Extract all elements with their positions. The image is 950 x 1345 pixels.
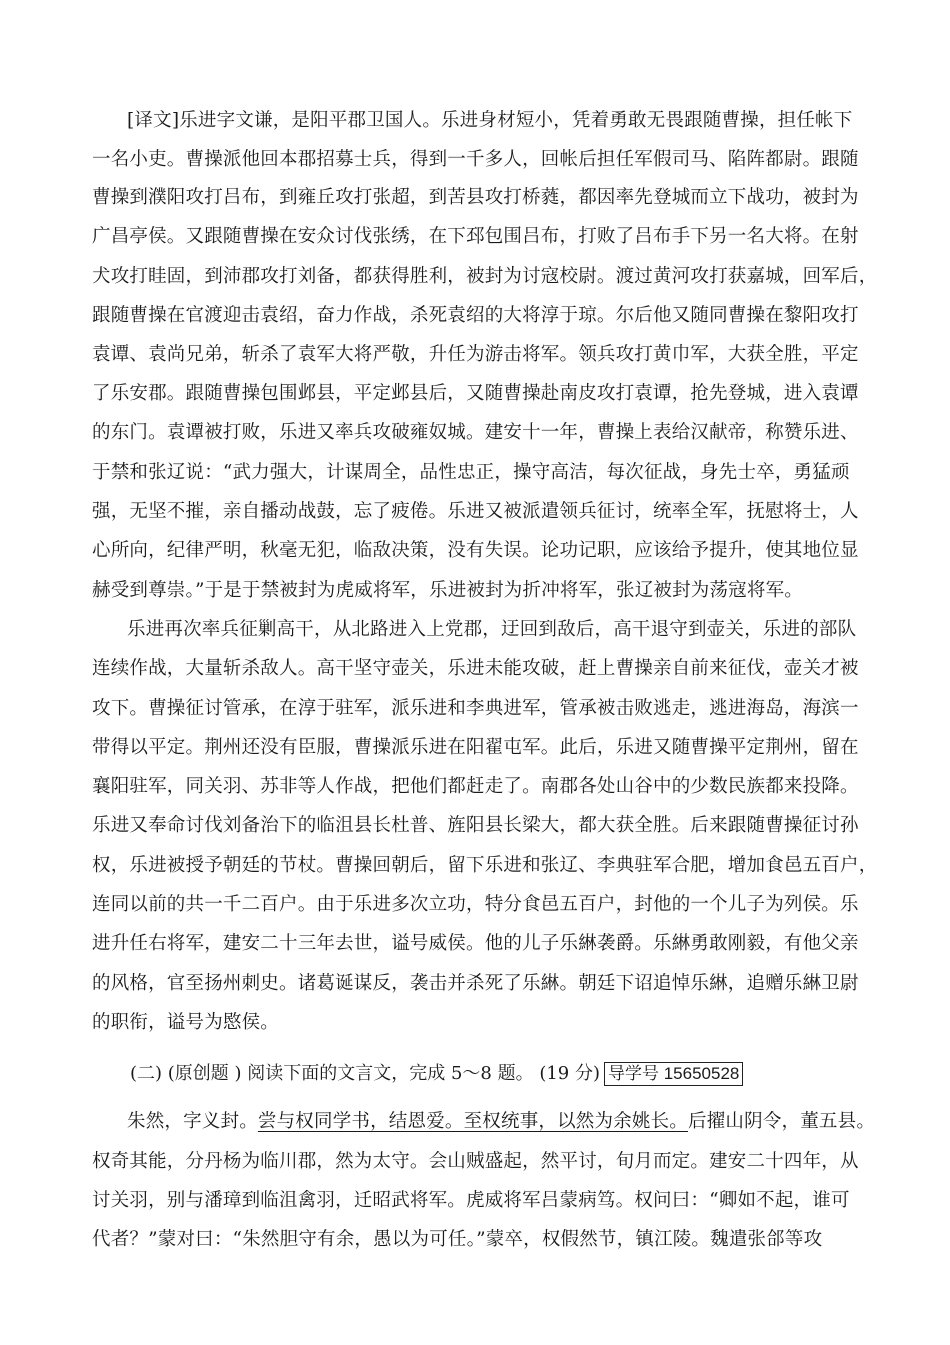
passage-line: 代者？”蒙对曰：“朱然胆守有余，愚以为可任。”蒙卒，权假然节，镇江陵。魏遣张郃等攻 — [92, 1229, 823, 1250]
translation-line: 攻下。曹操征讨管承，在淳于驻军，派乐进和李典进军，管承被击败逃走，逃进海岛，海滨一 — [92, 698, 859, 719]
translation-line: 赫受到尊崇。”于是于禁被封为虎威将军，乐进被封为折冲将军，张辽被封为荡寇将军。 — [92, 580, 804, 601]
translation-line: 心所向，纪律严明，秋毫无犯，临敌决策，没有失误。论功记职，应该给予提升，使其地位显 — [92, 540, 859, 561]
translation-line: 跟随曹操在官渡迎击袁绍，奋力作战，杀死袁绍的大将淳于琼。尔后他又随同曹操在黎阳攻打 — [92, 305, 859, 326]
passage-text: 朱然，字义封。 — [127, 1111, 258, 1132]
translation-line: 进升任右将军，建安二十三年去世，谥号威侯。他的儿子乐綝袭爵。乐綝勇敢刚毅，有他父亲 — [92, 933, 859, 954]
translation-line: 的风格，官至扬州刺史。诸葛诞谋反，袭击并杀死了乐綝。朝廷下诏追悼乐綝，追赠乐綝卫尉 — [92, 973, 859, 994]
translation-line: 襄阳驻军，同关羽、苏非等人作战，把他们都赶走了。南郡各处山谷中的少数民族都来投降。 — [92, 776, 859, 797]
guide-number-box: 导学号 15650528 — [604, 1062, 743, 1086]
translation-line: 带得以平定。荆州还没有臣服，曹操派乐进在阳翟屯军。此后，乐进又随曹操平定荆州，留在 — [92, 737, 859, 758]
translation-line: 连续作战，大量斩杀敌人。高干坚守壶关，乐进未能攻破，赶上曹操亲自前来征伐，壶关才被 — [92, 658, 859, 679]
translation-line: 于禁和张辽说：“武力强大，计谋周全，品性忠正，操守高洁，每次征战，身先士卒，勇猛顽 — [92, 462, 850, 483]
section-heading — [130, 1061, 743, 1087]
translation-line: 了乐安郡。跟随曹操包围邺县，平定邺县后，又随曹操赴南皮攻打袁谭，抢先登城，进入袁谭 — [92, 383, 859, 404]
translation-line: 一名小吏。曹操派他回本郡招募士兵，得到一千多人，回帐后担任军假司马、陷阵都尉。跟随 — [92, 149, 859, 170]
translation-line: [译文]乐进字文谦，是阳平郡卫国人。乐进身材短小，凭着勇敢无畏跟随曹操，担任帐下 — [127, 110, 853, 131]
passage-line: 权奇其能，分丹杨为临川郡，然为太守。会山贼盛起，然平讨，旬月而定。建安二十四年，从 — [92, 1151, 859, 1172]
underlined-sentence: 尝与权同学书，结恩爱。至权统事，以然为余姚长。 — [257, 1111, 689, 1132]
passage-text: 后擢山阴令，董五县。 — [688, 1111, 876, 1132]
translation-line: 强，无坚不摧，亲自播动战鼓，忘了疲倦。乐进又被派遣领兵征讨，统率全军，抚慰将士，人 — [92, 501, 859, 522]
translation-line: 的职衔，谥号为愍侯。 — [92, 1012, 280, 1033]
passage-line: 讨关羽，别与潘璋到临沮禽羽，迁昭武将军。虎威将军吕蒙病笃。权问曰：“卿如不起，谁可 — [92, 1190, 850, 1211]
translation-line: 连同以前的共一千二百户。由于乐进多次立功，特分食邑五百户，封他的一个儿子为列侯。乐 — [92, 894, 859, 915]
section-heading-text: (二) (原创题 ) 阅读下面的文言文，完成 5～8 题。 (19 分) — [130, 1063, 600, 1084]
translation-line: 的东门。袁谭被打败，乐进又率兵攻破雍奴城。建安十一年，曹操上表给汉献帝，称赞乐进、 — [92, 422, 859, 443]
translation-line: 乐进又奉命讨伐刘备治下的临沮县长杜普、旌阳县长梁大，都大获全胜。后来跟随曹操征讨孙 — [92, 815, 859, 836]
translation-line: 广昌亭侯。又跟随曹操在安众讨伐张绣，在下邳包围吕布，打败了吕布手下另一名大将。在射 — [92, 226, 859, 247]
translation-line: 曹操到濮阳攻打吕布，到雍丘攻打张超，到苦县攻打桥蕤，都因率先登城而立下战功，被封为 — [92, 187, 859, 208]
translation-line: 乐进再次率兵征剿高干，从北路进入上党郡，迂回到敌后，高干退守到壶关，乐进的部队 — [127, 619, 857, 640]
passage-line — [127, 1109, 882, 1135]
translation-line: 权，乐进被授予朝廷的节杖。曹操回朝后，留下乐进和张辽、李典驻军合肥，增加食邑五百户， — [92, 855, 878, 876]
translation-line: 犬攻打眭固，到沛郡攻打刘备，都获得胜利，被封为讨寇校尉。渡过黄河攻打获嘉城，回军后， — [92, 266, 878, 287]
translation-line: 袁谭、袁尚兄弟，斩杀了袁军大将严敬，升任为游击将军。领兵攻打黄巾军，大获全胜，平定 — [92, 344, 859, 365]
